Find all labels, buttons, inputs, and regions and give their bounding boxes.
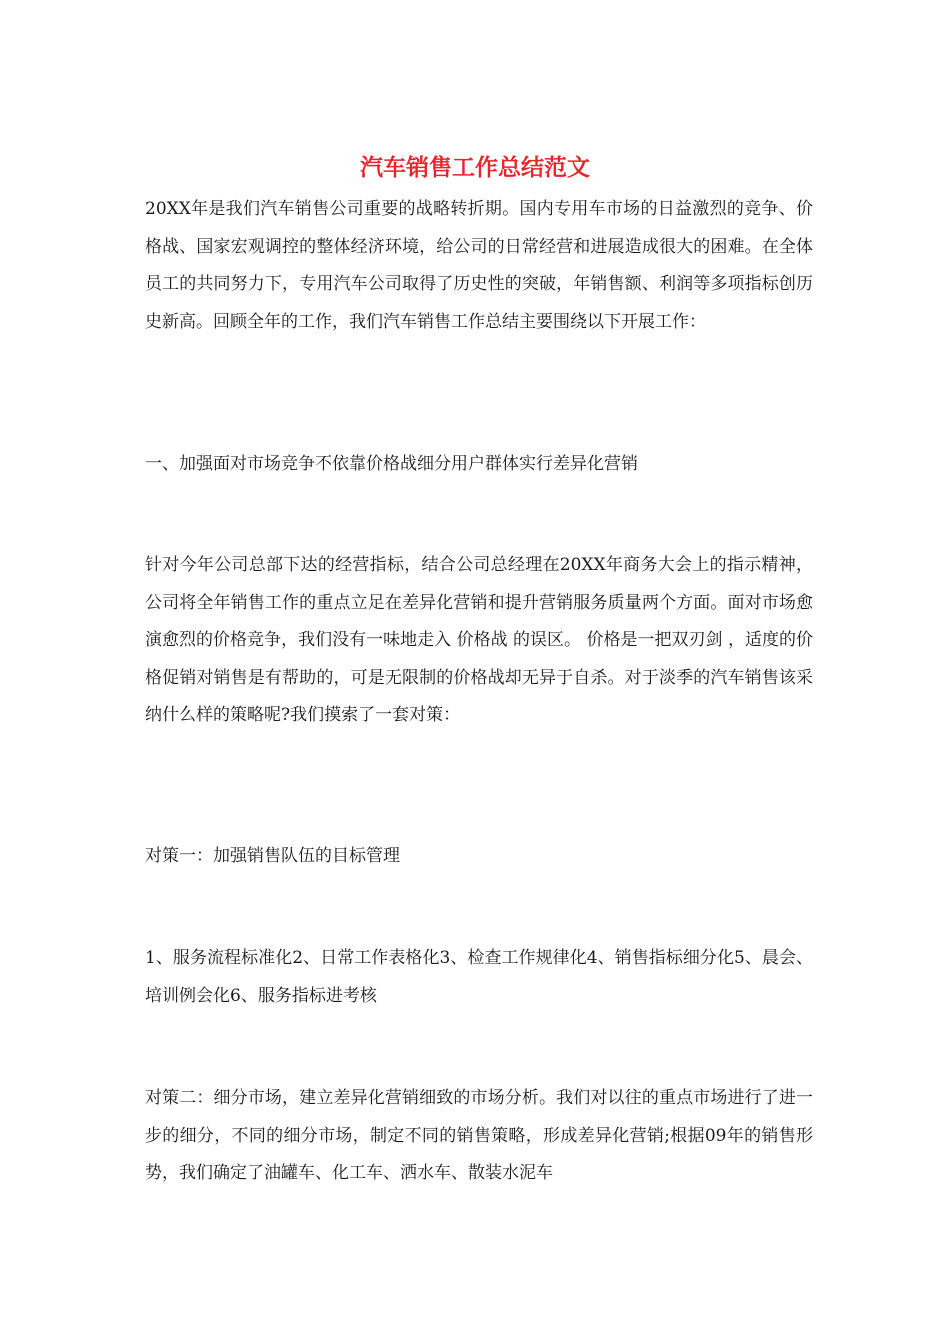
document-title: 汽车销售工作总结范文: [360, 154, 590, 181]
strategy-1-list: 1、服务流程标准化2、日常工作表格化3、检查工作规律化4、销售指标细分化5、晨会、培训例会化6、服务指标进考核: [145, 948, 813, 1006]
section-1-paragraph: 针对今年公司总部下达的经营指标，结合公司总经理在20XX年商务大会上的指示精神，公司将全年销售工作的重点立足在差异化营销和提升营销服务质量两个方面。面对市场愈演愈烈的价格竞争，我们没有一味地走入 价格战 的误区。 价格是一把双刃剑 ，适度的价格促销对销售是有帮助的，可是无限制的价格战却无异于自杀。对于淡季的汽车销售该采纳什么样的策略呢?我们摸索了一套对策：: [145, 555, 813, 725]
strategy-1-heading: 对策一：加强销售队伍的目标管理: [145, 846, 400, 866]
intro-paragraph: 20XX年是我们汽车销售公司重要的战略转折期。国内专用车市场的日益激烈的竞争、价格战、国家宏观调控的整体经济环境，给公司的日常经营和进展造成很大的困难。在全体员工的共同努力下，专用汽车公司取得了历史性的突破，年销售额、利润等多项指标创历史新高。回顾全年的工作，我们汽车销售工作总结主要围绕以下开展工作：: [145, 199, 813, 332]
section-heading-1: 一、加强面对市场竞争不依靠价格战细分用户群体实行差异化营销: [145, 454, 638, 474]
strategy-2-paragraph: 对策二：细分市场，建立差异化营销细致的市场分析。我们对以往的重点市场进行了进一步的细分，不同的细分市场，制定不同的销售策略，形成差异化营销;根据09年的销售形势，我们确定了油罐车、化工车、洒水车、散装水泥车: [145, 1088, 813, 1183]
